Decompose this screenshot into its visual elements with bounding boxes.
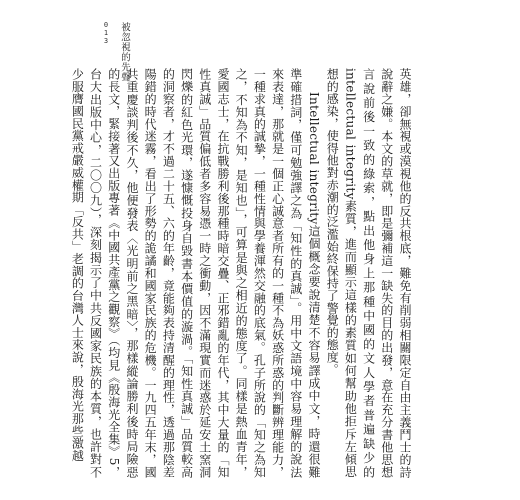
body-text bbox=[70, 68, 414, 478]
page-number: 013 bbox=[102, 21, 110, 45]
paragraph-1: 英雄，卻無視或漠視他的反共根底，難免有削弱相關限定自由主義鬥士的詩說辭之嫌。本文的草就，即是彌補這一缺失的目的出發，意在充分書他思想言說前後一致的綠索，點出他身上那種中國的文人學者普遍缺少的intellectual integrity素質，進而顯示這樣的素質如何幫助他拒斥左傾思想的感染，使得他對赤潮的泛濫始終保持了警覺的態度。 bbox=[325, 68, 412, 478]
running-head-title: 被忽視的先聲 bbox=[119, 22, 130, 82]
paragraph-2: Intellectual integrity這個概念要說清楚不容易譯成中文，時還很難準確措詞，僅可勉強譯之為「知性的真誠」。用中文語境中容易理解的說法來表達，那就是一個正心誠意者所有的一種不為妖惑所惑的判斷辨理能力，一種求真的誠摯，一種性情與學養渾然交融的底氣。孔子所說的「知之為知之，不知為不知，是知也」，可算是與之相近的態度了。同樣是熱血青年，愛國志士，在抗戰勝利後那種時暗交疊、正邪錯亂的年代，其中大量的「知性真誠」品質偏低者多容易憑一時之衝動，因不滿現實而迷惑於延安土窯洞閃爍的紅色光環，遂慷慨投身自毀書本價值的漩渦。「知性真誠」品質較高的洞察者，才不過二十五、六的年齡，竟能夠表持清醒的理性，透過那陰差陽錯的時代迷霧，看出了形勢的詭譎和國家民族的危機。一九四五年末，國共重慶談判後不久，他便發表〈光明前之黑暗〉，那樣縱論勝利後時局險惡的長文，緊接著又出版專著《中國共產黨之觀察》（均見《殷海光全集》5，台大出版中心，二〇〇九），深刻揭示了中共反國家民族的本質，也許對不少服膺國民黨戒嚴威權期「反共」老調的台灣人士來說，殷海光那些激越 bbox=[70, 68, 321, 478]
